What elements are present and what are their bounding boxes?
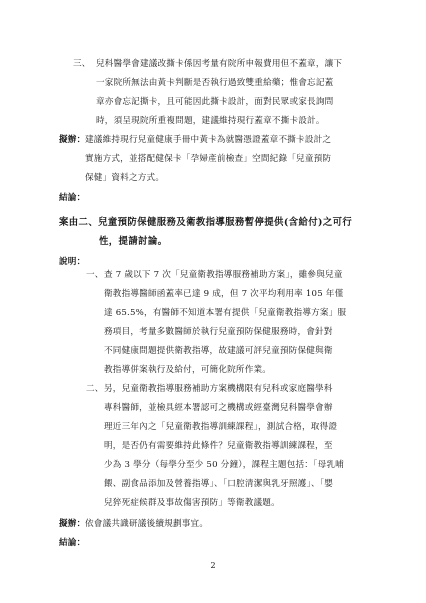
item3-line-2: 一家院所無法由黃卡判斷是否執行過致雙重給藥；惟會忘記蓋 (96, 78, 334, 88)
point1-line-1: 查 7 歲以下 7 次「兒童衛教指導服務補助方案」，雖參與兒童 (104, 270, 343, 280)
point2-line-5: 少為 3 學分（每學分至少 50 分鐘），課程主題包括：「母乳哺 (104, 460, 344, 470)
case2-heading-line-1: 案由二、兒童預防保健服務及衛教指導服務暫停提供(含給付)之可行 (59, 217, 353, 228)
point2-marker: 二、 (86, 384, 104, 394)
item3-line-4: 時，須呈現院所重複問題，建議維持現行蓋章不撕卡設計。 (96, 116, 325, 126)
point1-line-3: 達 65.5%，有醫師不知道本署有提供「兒童衛教指導方案」服 (104, 308, 347, 318)
resolution1-label: 擬辦： (59, 135, 86, 145)
conclusion1-label: 結論： (59, 193, 86, 203)
point1-line-6: 教指導併案執行及給付，可簡化院所作業。 (104, 365, 272, 375)
resolution2-label: 擬辦： (59, 519, 86, 529)
case2-heading-line-2: 性，提請討論。 (99, 236, 168, 247)
point1-marker: 一、 (86, 270, 104, 280)
explanation-label: 說明： (59, 257, 86, 267)
point2-line-1: 另，兒童衛教指導服務補助方案機構限有兒科或家庭醫學科 (104, 384, 333, 394)
point1-line-2: 衛教指導醫師函蓋率已達 9 成，但 7 次平均利用率 105 年僅 (104, 289, 344, 299)
item3-line-3: 章亦會忘記撕卡，且可能因此撕卡設計，面對民眾或家長詢問 (96, 97, 334, 107)
resolution1-line-3: 保健」資料之方式。 (85, 173, 165, 183)
point1-line-4: 務項目，考量多數醫師於執行兒童預防保健服務時，會針對 (104, 327, 333, 337)
point2-line-3: 理近三年內之「兒童衛教指導訓練課程」，測試合格，取得證 (104, 422, 338, 432)
resolution1-line-2: 實施方式，並搭配健保卡「孕婦產前檢查」空間紀錄「兒童預防 (85, 154, 332, 164)
conclusion2-label: 結論： (59, 538, 86, 548)
point2-line-2: 專科醫師，並檢具經本署認可之機構或經臺灣兒科醫學會辦 (104, 403, 333, 413)
point1-line-5: 不同健康問題提供衛教指導，故建議可評兒童預防保健與衛 (104, 346, 333, 356)
point2-line-6: 餵、副食品添加及營養指導」、「口腔清潔與乳牙照護」、「嬰 (104, 479, 334, 489)
item3-line-1: 兒科醫學會建議改撕卡係因考量有院所申報費用但不蓋章，讓下 (96, 59, 343, 69)
page-number: 2 (210, 561, 216, 570)
item3-marker: 三、 (73, 59, 91, 69)
resolution1-line-1: 建議維持現行兒童健康手冊中黃卡為就醫憑證蓋章不撕卡設計之 (85, 135, 332, 145)
point2-line-7: 兒猝死症候群及事故傷害預防」等衛教議題。 (104, 498, 280, 508)
resolution2-text: 依會議共識研議後續規劃事宜。 (85, 519, 209, 529)
point2-line-4: 明，是否仍有需要維持此條件？兒童衛教指導訓練課程，至 (104, 441, 333, 451)
